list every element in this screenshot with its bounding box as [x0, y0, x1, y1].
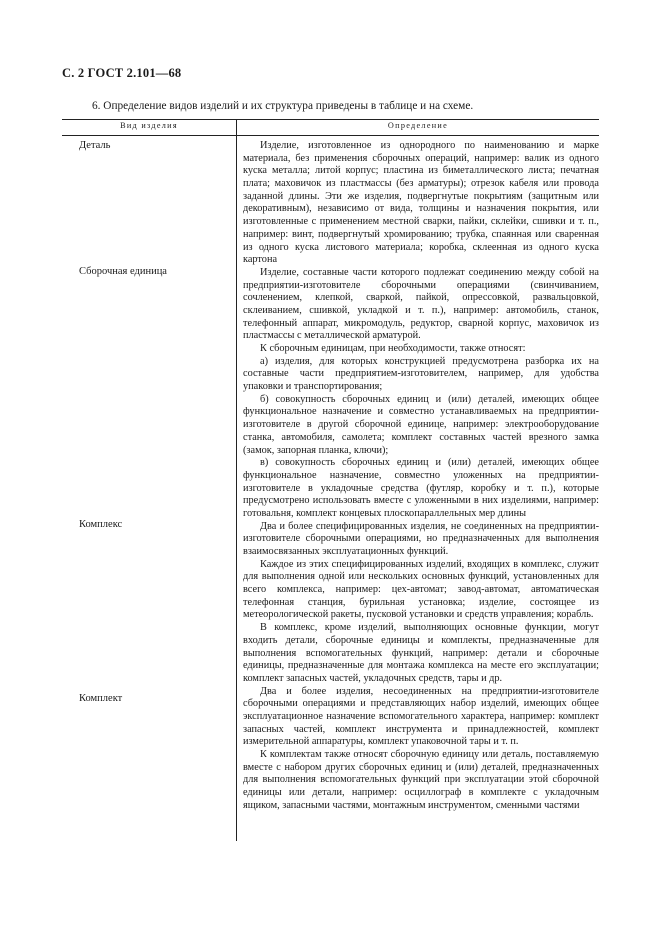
term-detail: Деталь: [79, 140, 111, 151]
definition-paragraph: Два и более специфицированных изделия, не соединенных на предприятии-изготовителе сборочными операциями, но предназначенных для выполнения взаимосвязанных эксплуатационных функций.: [243, 520, 599, 557]
term-assembly-unit: Сборочная единица: [79, 266, 167, 277]
definition-paragraph: Изделие, изготовленное из однородного по наименованию и марке материала, без применения сборочных операций, например: валик из одного куска металла; литой корпус; пластина из биметаллического листа; печатная плата; маховичок из пластмассы (без арматуры); отрезок кабеля или провода заданной длины. Эти же изделия, подвергнутые покрытиям (защитным или декоративным), независимо от вида, толщины и назначения покрытия, или изготовленные с применением местной сварки, пайки, склейки, сшивки и т. п., например: винт, подвергнутый хромированию; трубка, спаянная или сваренная из одного куска листового материала; коробка, склеенная из одного куска картона: [243, 140, 599, 266]
table-header-rule: [62, 135, 599, 136]
page-header: С. 2 ГОСТ 2.101—68: [62, 66, 182, 80]
definition-paragraph: К комплектам также относят сборочную единицу или деталь, поставляемую вместе с набором других сборочных единиц и (или) деталей, предназначенных для выполнения вспомогательных функций при эксплуатации этой сборочной единицы или детали, например: осциллограф в комплекте с укладочным ящиком, запасными частями, монтажным инструментом, сменными частями: [243, 749, 599, 811]
definition-paragraph: б) совокупность сборочных единиц и (или) деталей, имеющих общее функциональное назначение и совместно устанавливаемых на предприятии-изготовителе в другой сборочной единице, например: электрооборудование станка, автомобиля, самолета; комплект составных частей врезного замка (замок, запорная планка, ключи);: [243, 393, 599, 456]
definition-paragraph: В комплекс, кроме изделий, выполняющих основные функции, могут входить детали, сборочные единицы и комплекты, предназначенные для выполнения вспомогательных функций, например: детали и сборочные единицы, предназначенные для монтажа комплекса на месте его эксплуатации; комплект запасных частей, укладочных средств, тары и др.: [243, 622, 599, 684]
definition-paragraph: Каждое из этих специфицированных изделий, входящих в комплекс, служит для выполнения одной или нескольких основных функций, установленных для всего комплекса, например: цех-автомат; завод-автомат, автоматическая телефонная станция, бурильная установка; изделие, состоящее из метеорологической ракеты, пусковой установки и средств управления; корабль.: [243, 558, 599, 621]
definitions-column: [243, 140, 599, 812]
definition-paragraph: Два и более изделия, несоединенных на предприятии-изготовителе сборочными операциями и представляющих набор изделий, имеющих общее эксплуатационное назначение вспомогательного характера, например: комплект запасных частей, комплект инструмента и принадлежностей, комплект измерительной аппаратуры, комплект упаковочной тары и т. п.: [243, 685, 599, 748]
definition-paragraph: а) изделия, для которых конструкцией предусмотрена разборка их на составные части предприятием-изготовителем, например, для удобства упаковки и транспортирования;: [243, 355, 599, 393]
column-header-type: Вид изделия: [120, 121, 178, 130]
table-top-rule: [62, 119, 599, 120]
term-complex: Комплекс: [79, 519, 123, 530]
intro-text: 6. Определение видов изделий и их структура приведены в таблице и на схеме.: [92, 100, 474, 112]
definition-paragraph: К сборочным единицам, при необходимости, также относят:: [260, 343, 526, 354]
term-kit: Комплект: [79, 693, 123, 704]
column-divider: [236, 119, 237, 841]
definition-paragraph: в) совокупность сборочных единиц и (или) деталей, имеющих общее функциональное назначение, совместно уложенных на предприятии-изготовителе в укладочные средства (футляр, коробку и т. п.), которые предусмотрено использовать вместе с уложенными в них изделиями, например: готовальня, комплект концевых плоскопараллельных мер длины: [243, 457, 599, 519]
column-header-definition: Определение: [387, 121, 449, 130]
definition-paragraph: Изделие, составные части которого подлежат соединению между собой на предприятии-изготовителе сборочными операциями (свинчиванием, сочленением, клепкой, сваркой, пайкой, опрессовкой, развальцовкой, склеиванием, сшивкой, укладкой и т. п.), например: автомобиль, станок, телефонный аппарат, микромодуль, редуктор, сварной корпус, маховичок из пластмассы с металлической арматурой.: [243, 266, 599, 342]
